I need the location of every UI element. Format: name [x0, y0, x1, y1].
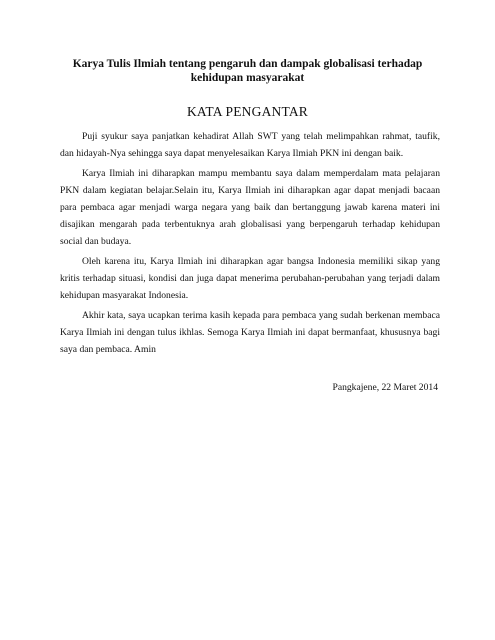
paragraph-3: Oleh karena itu, Karya Ilmiah ini diharapkan agar bangsa Indonesia memiliki sikap yang kritis terhadap situasi, kondisi dan juga dapat menerima perubahan-perubahan yang terjadi dalam kehidupan masyarakat Indonesia.: [60, 256, 440, 301]
document-title-line-2: kehidupan masyarakat: [190, 72, 305, 84]
paragraph-1: Puji syukur saya panjatkan kehadirat Allah SWT yang telah melimpahkan rahmat, taufik, dan hidayah-Nya sehingga saya dapat menyelesaikan Karya Ilmiah PKN ini dengan baik.: [60, 131, 440, 159]
body-text: [60, 128, 440, 361]
document-title: [60, 57, 435, 85]
document-title-line-1: Karya Tulis Ilmiah tentang pengaruh dan dampak globalisasi terhadap: [72, 58, 423, 70]
place-and-date: Pangkajene, 22 Maret 2014: [332, 382, 438, 393]
paragraph-4: Akhir kata, saya ucapkan terima kasih kepada para pembaca yang sudah berkenan membaca Karya Ilmiah ini dengan tulus ikhlas. Semoga Karya Ilmiah ini dapat bermanfaat, khususnya bagi saya dan pembaca. Amin: [60, 310, 440, 355]
paragraph-2: Karya Ilmiah ini diharapkan mampu membantu saya dalam memperdalam mata pelajaran PKN dalam kegiatan belajar.Selain itu, Karya Ilmiah ini diharapkan agar dapat menjadi bacaan para pembaca agar menjadi warga negara yang baik dan bertanggung jawab karena materi ini disajikan mengarah pada terbentuknya arah globalisasi yang berpengaruh terhadap kehidupan social dan budaya.: [60, 168, 440, 247]
section-heading: KATA PENGANTAR: [186, 104, 309, 119]
